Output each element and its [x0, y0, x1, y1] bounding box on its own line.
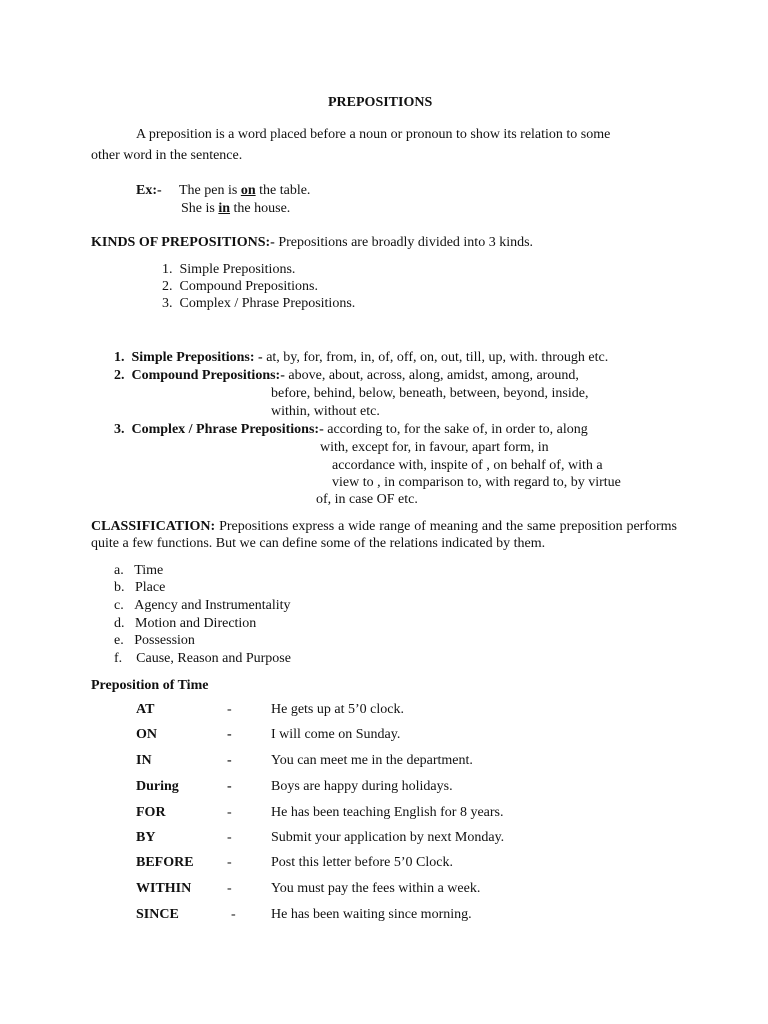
example-sentence-2 [181, 200, 290, 217]
time-example: You must pay the fees within a week. [271, 881, 481, 896]
example-1-pre: The pen is [179, 183, 241, 198]
classification-text: Prepositions express a wide range of meaning and the same preposition performs quite a few functions. But we can define some of the relations indicated by them. [91, 519, 677, 551]
example-2-word: in [218, 201, 231, 216]
time-example: Boys are happy during holidays. [271, 779, 453, 794]
complex-line-1: according to, for the sake of, in order to, along [323, 422, 588, 437]
simple-label: Simple Prepositions: - [131, 350, 263, 365]
time-word: FOR [136, 805, 166, 820]
classification-item-label: Cause, Reason and Purpose [136, 651, 291, 666]
kinds-list-item: 2. Compound Prepositions. [162, 279, 318, 294]
compound-label: Compound Prepositions:- [131, 368, 285, 383]
time-example: He gets up at 5’0 clock. [271, 702, 404, 717]
time-dash: - [227, 753, 232, 768]
intro-line-1: A preposition is a word placed before a noun or pronoun to show its relation to some [136, 127, 611, 142]
time-word: ON [136, 727, 157, 742]
time-dash: - [227, 830, 232, 845]
kinds-list-item: 3. Complex / Phrase Prepositions. [162, 296, 356, 311]
time-dash: - [227, 805, 232, 820]
time-dash: - [231, 907, 236, 922]
time-word: WITHIN [136, 881, 192, 896]
complex-label: Complex / Phrase Prepositions:- [131, 422, 324, 437]
example-label: Ex:- [136, 183, 162, 198]
complex-line-4: view to , in comparison to, with regard to, by virtue [332, 475, 621, 490]
example-2-pre: She is [181, 201, 219, 216]
page-title: PREPOSITIONS [328, 95, 433, 110]
time-example: I will come on Sunday. [271, 727, 401, 742]
compound-line-2: before, behind, below, beneath, between, beyond, inside, [271, 386, 589, 401]
kinds-text: Prepositions are broadly divided into 3 kinds. [274, 235, 534, 250]
example-1-post: the table. [255, 183, 311, 198]
compound-line-3: within, without etc. [271, 404, 380, 419]
simple-prepositions: 1. Simple Prepositions: - at, by, for, from, in, of, off, on, out, till, up, with. through etc. [114, 350, 609, 365]
time-word: SINCE [136, 907, 179, 922]
compound-line-1: above, about, across, along, amidst, among, around, [284, 368, 579, 383]
classification-item: f. Cause, Reason and Purpose [114, 651, 291, 666]
kinds-item-label: Compound Prepositions. [179, 279, 318, 294]
classification-item: a. Time [114, 563, 164, 578]
time-example: You can meet me in the department. [271, 753, 473, 768]
example-1-word: on [240, 183, 256, 198]
intro-line-2: other word in the sentence. [91, 148, 243, 163]
kinds-section [91, 234, 533, 251]
complex-line-5: of, in case OF etc. [316, 492, 418, 507]
classification-item-label: Time [134, 563, 164, 578]
time-dash: - [227, 881, 232, 896]
compound-prepositions: 2. Compound Prepositions:- above, about, across, along, amidst, among, around, [114, 368, 579, 383]
time-word: BEFORE [136, 855, 194, 870]
kinds-item-label: Simple Prepositions. [179, 262, 296, 277]
classification-item-label: Place [135, 580, 166, 595]
classification-item-label: Motion and Direction [135, 616, 257, 631]
classification-item: e. Possession [114, 633, 195, 648]
complex-line-2: with, except for, in favour, apart form, in [320, 440, 549, 455]
classification-item: c. Agency and Instrumentality [114, 598, 291, 613]
time-word: BY [136, 830, 156, 845]
time-dash: - [227, 727, 232, 742]
time-example: He has been waiting since morning. [271, 907, 472, 922]
classification-item-label: Possession [134, 633, 195, 648]
complex-prepositions: 3. Complex / Phrase Prepositions:- according to, for the sake of, in order to, along [114, 422, 588, 437]
kinds-heading: KINDS OF PREPOSITIONS:- [91, 235, 275, 250]
classification-item: d. Motion and Direction [114, 616, 257, 631]
time-example: He has been teaching English for 8 years. [271, 805, 504, 820]
time-word: IN [136, 753, 152, 768]
classification-paragraph [91, 518, 677, 552]
time-dash: - [227, 779, 232, 794]
classification-item-label: Agency and Instrumentality [134, 598, 291, 613]
kinds-item-label: Complex / Phrase Prepositions. [179, 296, 356, 311]
time-example: Submit your application by next Monday. [271, 830, 505, 845]
example-2-post: the house. [230, 201, 291, 216]
time-dash: - [227, 855, 232, 870]
kinds-list-item: 1. Simple Prepositions. [162, 262, 296, 277]
time-word: During [136, 779, 179, 794]
complex-line-3: accordance with, inspite of , on behalf of, with a [332, 458, 603, 473]
time-dash: - [227, 702, 232, 717]
example-sentence-1 [179, 182, 310, 199]
time-example: Post this letter before 5’0 Clock. [271, 855, 453, 870]
classification-item: b. Place [114, 580, 166, 595]
time-heading: Preposition of Time [91, 678, 209, 693]
classification-heading: CLASSIFICATION: [91, 519, 216, 534]
time-word: AT [136, 702, 155, 717]
simple-text: at, by, for, from, in, of, off, on, out, till, up, with. through etc. [262, 350, 609, 365]
